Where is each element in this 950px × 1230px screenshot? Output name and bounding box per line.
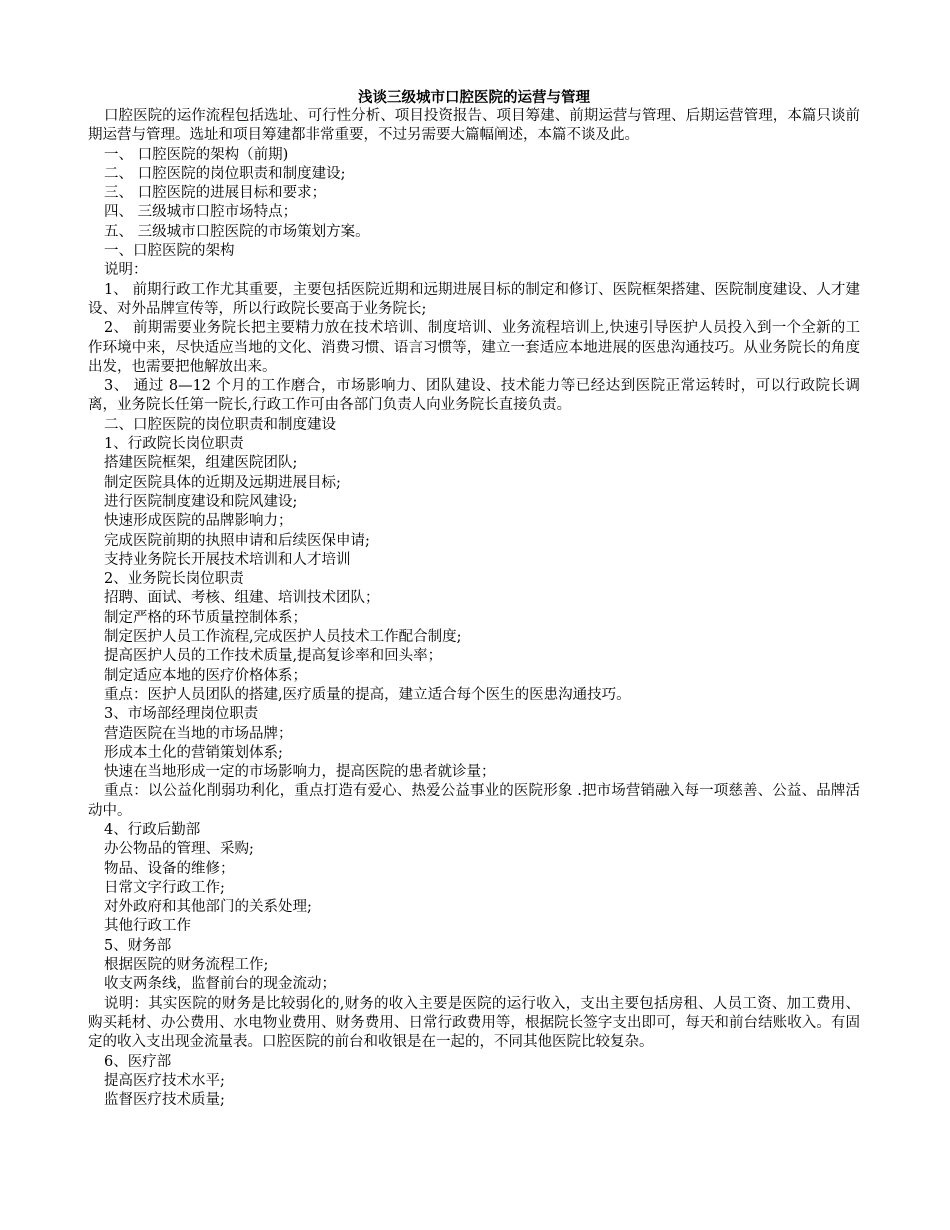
- list-item: 重点：以公益化削弱功利化，重点打造有爱心、热爱公益事业的医院形象 .把市场营销融入每一项慈善、公益、品牌活动中。: [88, 783, 860, 819]
- subsection-heading: 5、财务部: [104, 937, 172, 954]
- list-item: 根据医院的财务流程工作;: [104, 957, 269, 974]
- section-heading: 一、口腔医院的架构: [104, 243, 235, 260]
- paragraph: 口腔医院的运作流程包括选址、可行性分析、项目投资报告、项目筹建、前期运营与管理、后期运营管理，本篇只谈前期运营与管理。选址和项目筹建都非常重要，不过另需要大篇幅阐述，本篇不谈及此。: [88, 108, 860, 144]
- list-item: 制定医护人员工作流程,完成医护人员技术工作配合制度;: [104, 629, 462, 646]
- list-item: 提高医疗技术水平;: [104, 1072, 225, 1089]
- list-item: 监督医疗技术质量;: [104, 1092, 225, 1109]
- paragraph: 2、 前期需要业务院长把主要精力放在技术培训、制度培训、业务流程培训上,快速引导医护人员投入到一个全新的工作环境中来，尽快适应当地的文化、消费习惯、语言习惯等，建立一套适应本地进展的医患沟通技巧。从业务院长的角度出发，也需要把他解放出来。: [88, 320, 860, 375]
- list-item: 制定严格的环节质量控制体系；: [104, 609, 307, 626]
- list-item: 物品、设备的维修；: [104, 860, 235, 877]
- subsection-heading: 6、医疗部: [104, 1053, 172, 1070]
- paragraph: 3、 通过 8—12 个月的工作磨合，市场影响力、团队建设、技术能力等已经达到医院正常运转时，可以行政院长调离，业务院长任第一院长,行政工作可由各部门负责人向业务院长直接负责。: [88, 378, 860, 414]
- list-item: 其他行政工作: [104, 918, 191, 935]
- list-item: 收支两条线，监督前台的现金流动；: [104, 976, 336, 993]
- section-heading: 二、口腔医院的岗位职责和制度建设: [104, 416, 336, 433]
- document-body: [88, 107, 860, 1110]
- paragraph: 一、 口腔医院的架构（前期): [104, 146, 289, 163]
- list-item: 制定适应本地的医疗价格体系；: [104, 667, 307, 684]
- list-item: 快速形成医院的品牌影响力；: [104, 513, 293, 530]
- paragraph: 说明：其实医院的财务是比较弱化的,财务的收入主要是医院的运行收入，支出主要包括房租、人员工资、加工费用、购买耗材、办公费用、水电物业费用、财务费用、日常行政费用等，根据院长签字支出即可，每天和前台结账收入。有固定的收入支出现金流量表。口腔医院的前台和收银是在一起的，不同其他医院比较复杂。: [88, 995, 860, 1051]
- subsection-heading: 4、行政后勤部: [104, 821, 201, 838]
- list-item: 重点：医护人员团队的搭建,医疗质量的提高，建立适合每个医生的医患沟通技巧。: [104, 686, 631, 703]
- list-item: 营造医院在当地的市场品牌；: [104, 725, 293, 742]
- list-item: 制定医院具体的近期及远期进展目标;: [104, 474, 341, 491]
- list-item: 办公物品的管理、采购;: [104, 841, 254, 858]
- list-item: 对外政府和其他部门的关系处理;: [104, 899, 312, 916]
- subsection-heading: 2、业务院长岗位职责: [104, 571, 244, 588]
- paragraph: 三、 口腔医院的进展目标和要求；: [104, 185, 327, 202]
- paragraph: 1、 前期行政工作尤其重要，主要包括医院近期和远期进展目标的制定和修订、医院框架搭建、医院制度建设、人才建设、对外品牌宣传等，所以行政院长要高于业务院长;: [88, 281, 860, 317]
- list-item: 提高医护人员的工作技术质量,提高复诊率和回头率；: [104, 648, 443, 665]
- paragraph: 四、 三级城市口腔市场特点；: [104, 204, 298, 221]
- list-item: 进行医院制度建设和院风建设;: [104, 493, 298, 510]
- subsection-heading: 1、行政院长岗位职责: [104, 436, 244, 453]
- list-item: 招聘、面试、考核、组建、培训技术团队；: [104, 590, 380, 607]
- list-item: 快速在当地形成一定的市场影响力，提高医院的患者就诊量；: [104, 764, 496, 781]
- list-item: 搭建医院框架，组建医院团队;: [104, 455, 298, 472]
- list-item: 形成本土化的营销策划体系;: [104, 744, 283, 761]
- list-item: 支持业务院长开展技术培训和人才培训: [104, 551, 351, 568]
- subsection-heading: 3、市场部经理岗位职责: [104, 706, 259, 723]
- list-item: 日常文字行政工作;: [104, 879, 225, 896]
- list-item: 完成医院前期的执照申请和后续医保申请;: [104, 532, 370, 549]
- paragraph: 说明：: [104, 262, 148, 279]
- paragraph: 二、 口腔医院的岗位职责和制度建设;: [104, 165, 346, 182]
- paragraph: 五、 三级城市口腔医院的市场策划方案。: [104, 223, 370, 240]
- document-title: 浅谈三级城市口腔医院的运营与管理: [358, 89, 590, 106]
